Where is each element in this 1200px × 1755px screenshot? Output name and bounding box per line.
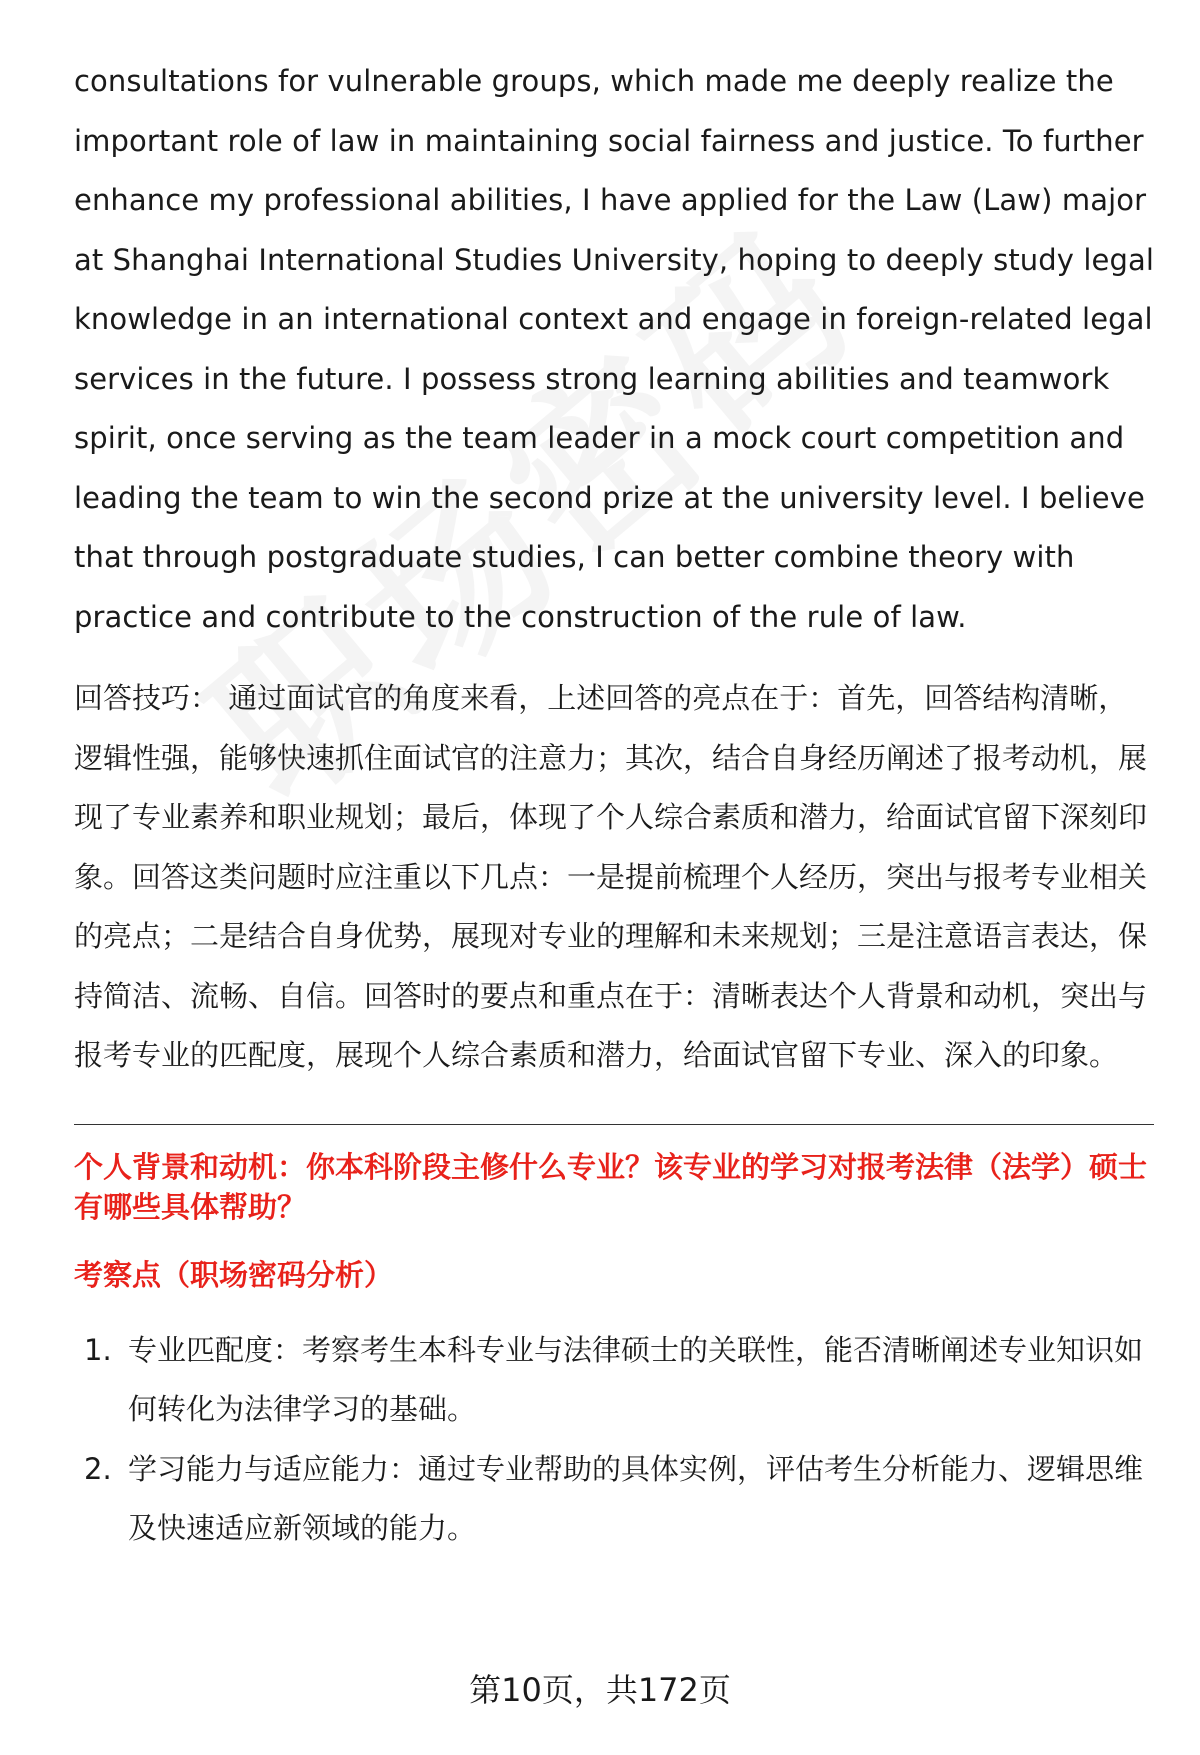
page-content (74, 52, 1154, 1559)
assessment-points-title: 考察点（职场密码分析） (74, 1257, 394, 1292)
list-item-text: 学习能力与适应能力：通过专业帮助的具体实例，评估考生分析能力、逻辑思维及快速适应新领域的能力。 (128, 1451, 1144, 1545)
list-item-number: 1. (84, 1332, 112, 1367)
answer-tips-paragraph: 回答技巧： 通过面试官的角度来看，上述回答的亮点在于：首先，回答结构清晰，逻辑性强，能够快速抓住面试官的注意力；其次，结合自身经历阐述了报考动机，展现了专业素养和职业规划；最后，体现了个人综合素质和潜力，给面试官留下深刻印象。回答这类问题时应注重以下几点：一是提前梳理个人经历，突出与报考专业相关的亮点；二是结合自身优势，展现对专业的理解和未来规划；三是注意语言表达，保持简洁、流畅、自信。回答时的要点和重点在于：清晰表达个人背景和动机，突出与报考专业的匹配度，展现个人综合素质和潜力，给面试官留下专业、深入的印象。 (74, 681, 1148, 1072)
list-item (74, 1321, 1154, 1440)
english-answer-paragraph: consultations for vulnerable groups, which made me deeply realize the important role of law in maintaining social fairness and justice. To further enhance my professional abilities, I have applied for the Law (Law) major at Shanghai International Studies University, hoping to deeply study legal knowledge in an international context and engage in foreign-related legal services in the future. I possess strong learning abilities and teamwork spirit, once serving as the team leader in a mock court competition and leading the team to win the second prize at the university level. I believe that through postgraduate studies, I can better combine theory with practice and contribute to the construction of the rule of law. (74, 64, 1155, 634)
page-number-footer: 第10页，共172页 (469, 1671, 731, 1709)
assessment-points-list (74, 1321, 1154, 1559)
section-divider (74, 1124, 1154, 1125)
list-item-number: 2. (84, 1451, 112, 1486)
list-item-text: 专业匹配度：考察考生本科专业与法律硕士的关联性，能否清晰阐述专业知识如何转化为法律学习的基础。 (128, 1332, 1144, 1426)
question-title: 个人背景和动机：你本科阶段主修什么专业？该专业的学习对报考法律（法学）硕士有哪些具体帮助？ (74, 1149, 1148, 1224)
list-item (74, 1440, 1154, 1559)
